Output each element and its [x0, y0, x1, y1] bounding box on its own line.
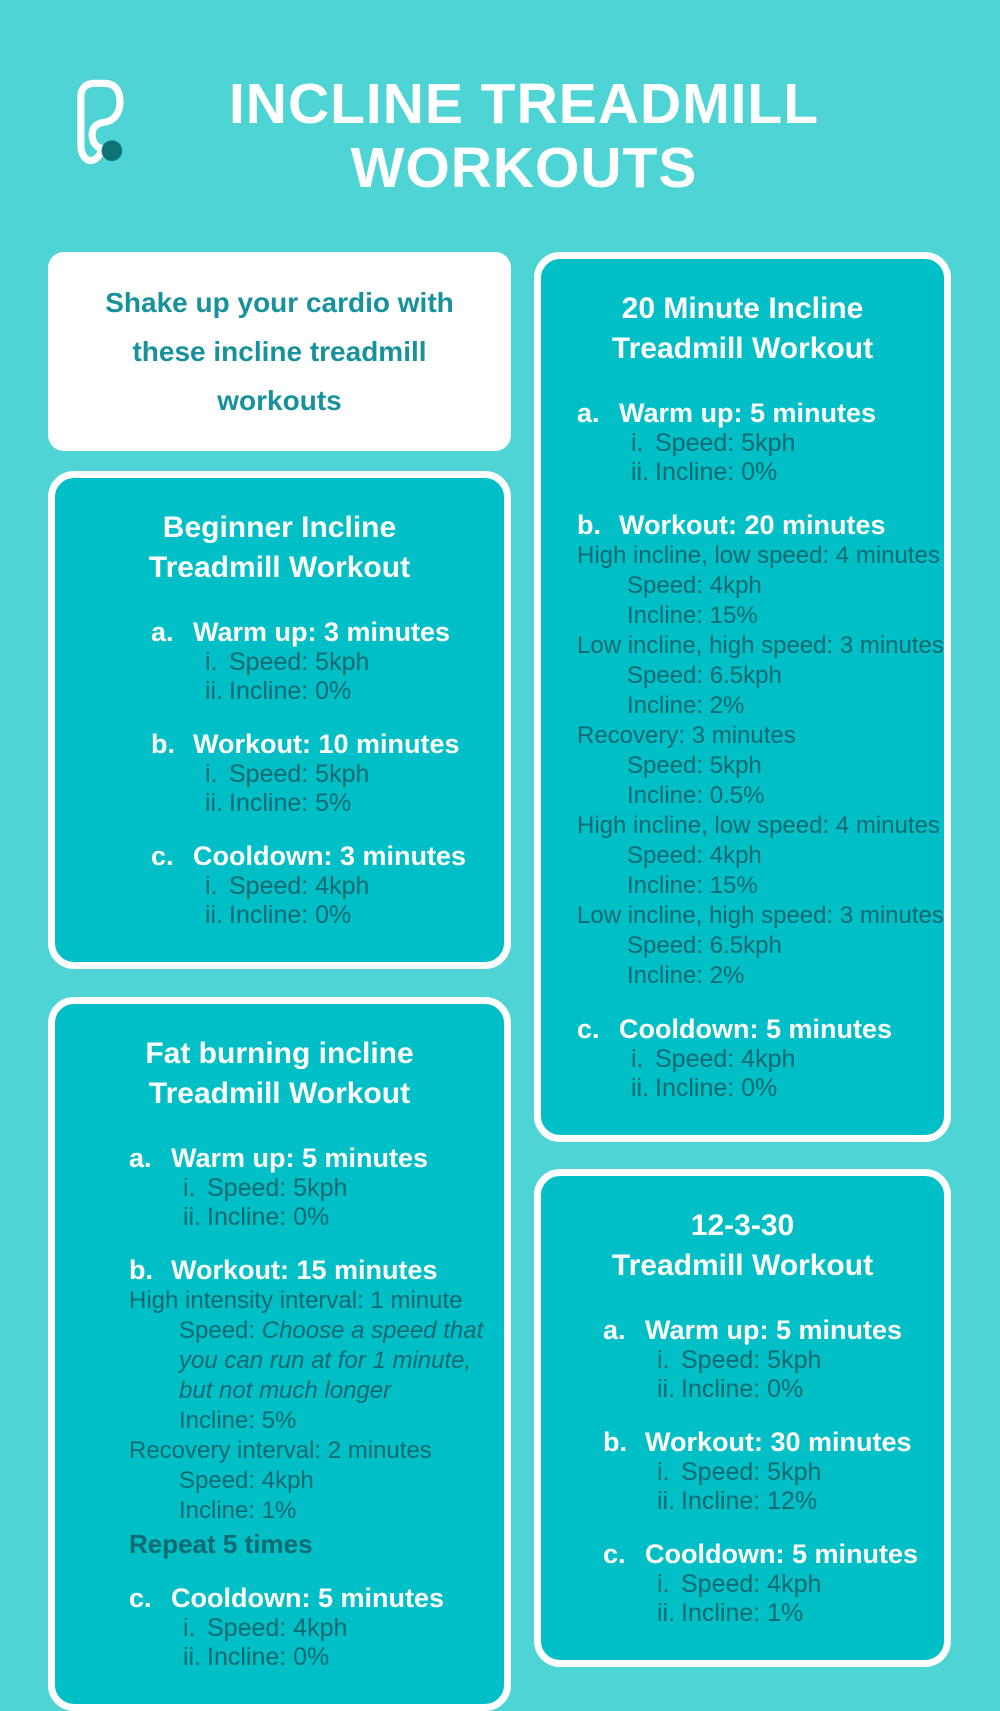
- step-letter: a.: [577, 398, 600, 428]
- step-detail-text: Incline: 0%: [207, 1643, 330, 1671]
- card-title-line: 12-3-30: [690, 1209, 795, 1242]
- step-text: Cooldown: 5 minutes: [645, 1539, 918, 1569]
- interval-detail: Speed: 5kph: [627, 752, 762, 779]
- step-detail: [151, 789, 488, 818]
- step-detail: [577, 1074, 928, 1103]
- roman-numeral: i.: [631, 1045, 644, 1073]
- workout-step: [129, 1582, 488, 1672]
- interval-detail-label: Speed:: [179, 1317, 262, 1344]
- step-detail-text: Speed: 4kph: [655, 1045, 796, 1073]
- step-text: Warm up: 5 minutes: [619, 398, 877, 428]
- step-heading: [151, 728, 488, 760]
- logo-svg: [76, 78, 126, 168]
- interval-detail: Speed: 6.5kph: [627, 932, 782, 959]
- workout-card-20-minute: [534, 252, 951, 1142]
- step-letter: a.: [603, 1315, 626, 1345]
- workout-step: [129, 1142, 488, 1232]
- step-text: Workout: 20 minutes: [619, 510, 886, 540]
- roman-numeral: i.: [657, 1570, 670, 1598]
- step-detail-text: Incline: 0%: [655, 458, 778, 486]
- workout-card-fat-burning: [48, 997, 511, 1711]
- step-detail: [129, 1614, 488, 1643]
- roman-numeral: i.: [183, 1174, 196, 1202]
- roman-numeral: ii.: [631, 458, 650, 486]
- step-heading: [151, 840, 488, 872]
- interval-block: [577, 901, 944, 991]
- roman-numeral: ii.: [657, 1375, 676, 1403]
- step-text: Warm up: 3 minutes: [193, 617, 451, 647]
- step-detail-text: Incline: 0%: [655, 1074, 778, 1102]
- interval-block: [129, 1436, 488, 1526]
- workout-step: [577, 397, 928, 487]
- interval-detail: Incline: 2%: [627, 692, 745, 719]
- workout-card-beginner: [48, 471, 511, 969]
- card-title-line: Treadmill Workout: [611, 332, 874, 365]
- step-heading: [603, 1538, 928, 1570]
- step-text: Workout: 15 minutes: [171, 1255, 438, 1285]
- workout-step: [603, 1314, 928, 1404]
- step-detail: [151, 760, 488, 789]
- roman-numeral: i.: [205, 872, 218, 900]
- roman-numeral: i.: [631, 429, 644, 457]
- step-letter: b.: [151, 729, 175, 759]
- step-detail-text: Incline: 0%: [229, 677, 352, 705]
- step-letter: a.: [151, 617, 174, 647]
- interval-heading: High incline, low speed: 4 minutes: [577, 812, 940, 839]
- workout-step: [577, 1013, 928, 1103]
- roman-numeral: ii.: [205, 901, 224, 929]
- workout-step: [603, 1426, 928, 1516]
- step-detail: [577, 458, 928, 487]
- roman-numeral: ii.: [631, 1074, 650, 1102]
- step-heading: [151, 616, 488, 648]
- step-detail: [151, 648, 488, 677]
- card-title: [65, 1034, 494, 1114]
- card-title-line: Fat burning incline: [145, 1037, 414, 1070]
- step-heading: [129, 1254, 488, 1286]
- intro-card: [48, 252, 511, 451]
- step-heading: [603, 1426, 928, 1458]
- interval-detail: Incline: 15%: [627, 872, 758, 899]
- step-detail: [151, 677, 488, 706]
- workout-step: [603, 1538, 928, 1628]
- page-title: [126, 72, 942, 200]
- interval-heading: High intensity interval: 1 minute: [129, 1287, 463, 1314]
- interval-detail: Speed: 6.5kph: [627, 662, 782, 689]
- card-blocks: [551, 397, 944, 1103]
- interval-heading: Recovery: 3 minutes: [577, 722, 796, 749]
- step-letter: c.: [129, 1583, 152, 1613]
- step-text: Warm up: 5 minutes: [645, 1315, 903, 1345]
- workout-card-12-3-30: [534, 1169, 951, 1667]
- interval-block: [577, 541, 940, 631]
- intro-text: Shake up your cardio with these incline treadmill workouts: [105, 287, 454, 416]
- workout-step: [151, 840, 488, 930]
- interval-detail: Incline: 5%: [179, 1407, 297, 1434]
- step-detail: [577, 1045, 928, 1074]
- interval-block: [577, 721, 928, 811]
- step-detail-text: Incline: 1%: [681, 1599, 804, 1627]
- roman-numeral: ii.: [657, 1599, 676, 1627]
- step-detail-text: Incline: 0%: [681, 1375, 804, 1403]
- workout-step: [151, 728, 488, 818]
- step-detail: [603, 1458, 928, 1487]
- step-detail-text: Speed: 5kph: [229, 648, 370, 676]
- step-detail-text: Incline: 0%: [229, 901, 352, 929]
- roman-numeral: i.: [183, 1614, 196, 1642]
- step-letter: c.: [151, 841, 174, 871]
- right-column: [534, 252, 951, 1667]
- step-detail: [151, 901, 488, 930]
- interval-detail: Incline: 0.5%: [627, 782, 765, 809]
- step-detail: [151, 872, 488, 901]
- step-detail-text: Speed: 5kph: [207, 1174, 348, 1202]
- repeat-note: Repeat 5 times: [129, 1529, 313, 1559]
- step-detail: [603, 1599, 928, 1628]
- puregym-p-logo-icon: [76, 78, 126, 173]
- note-block: [129, 1528, 488, 1560]
- step-detail-text: Speed: 4kph: [681, 1570, 822, 1598]
- interval-detail: Speed: 4kph: [627, 842, 762, 869]
- card-title-line: Beginner Incline: [162, 511, 397, 544]
- interval-detail: [129, 1316, 488, 1406]
- step-letter: b.: [603, 1427, 627, 1457]
- interval-block: [577, 631, 944, 721]
- page-title-line1: INCLINE TREADMILL: [228, 72, 820, 136]
- step-letter: c.: [603, 1539, 626, 1569]
- step-text: Warm up: 5 minutes: [171, 1143, 429, 1173]
- card-title: [551, 1206, 934, 1286]
- roman-numeral: i.: [657, 1458, 670, 1486]
- roman-numeral: i.: [205, 648, 218, 676]
- interval-block: [577, 811, 940, 901]
- step-detail: [603, 1346, 928, 1375]
- interval-detail-italic: Choose a speed that you can run at for 1 minute, but not much longer: [179, 1317, 484, 1404]
- card-title-line: Treadmill Workout: [148, 1077, 411, 1110]
- step-letter: b.: [577, 510, 601, 540]
- card-title-line: 20 Minute Incline: [621, 292, 864, 325]
- interval-heading: Recovery interval: 2 minutes: [129, 1437, 432, 1464]
- interval-detail: Incline: 1%: [179, 1497, 297, 1524]
- page-title-line2: WORKOUTS: [350, 136, 698, 200]
- step-letter: b.: [129, 1255, 153, 1285]
- step-detail: [129, 1203, 488, 1232]
- step-detail: [603, 1487, 928, 1516]
- step-detail: [129, 1174, 488, 1203]
- interval-detail: Speed: 4kph: [627, 572, 762, 599]
- interval-detail: Incline: 15%: [627, 602, 758, 629]
- workout-step: [129, 1254, 488, 1286]
- step-detail-text: Incline: 12%: [681, 1487, 818, 1515]
- card-title-line: Treadmill Workout: [611, 1249, 874, 1282]
- roman-numeral: ii.: [657, 1487, 676, 1515]
- interval-heading: Low incline, high speed: 3 minutes: [577, 632, 944, 659]
- interval-block: [129, 1286, 488, 1436]
- roman-numeral: ii.: [205, 789, 224, 817]
- step-detail-text: Speed: 5kph: [681, 1458, 822, 1486]
- step-text: Cooldown: 5 minutes: [619, 1014, 892, 1044]
- card-title: [65, 508, 494, 588]
- interval-heading: Low incline, high speed: 3 minutes: [577, 902, 944, 929]
- step-detail-text: Speed: 4kph: [229, 872, 370, 900]
- step-text: Cooldown: 3 minutes: [193, 841, 466, 871]
- step-detail-text: Incline: 5%: [229, 789, 352, 817]
- card-blocks: [551, 1314, 934, 1628]
- step-heading: [603, 1314, 928, 1346]
- step-text: Cooldown: 5 minutes: [171, 1583, 444, 1613]
- roman-numeral: ii.: [205, 677, 224, 705]
- card-title-line: Treadmill Workout: [148, 551, 411, 584]
- interval-detail: Incline: 2%: [627, 962, 745, 989]
- step-heading: [577, 397, 928, 429]
- step-heading: [577, 509, 928, 541]
- step-heading: [577, 1013, 928, 1045]
- workout-step: [151, 616, 488, 706]
- roman-numeral: ii.: [183, 1643, 202, 1671]
- roman-numeral: i.: [657, 1346, 670, 1374]
- step-detail: [603, 1570, 928, 1599]
- workout-step: [577, 509, 928, 541]
- step-heading: [129, 1582, 488, 1614]
- step-detail-text: Incline: 0%: [207, 1203, 330, 1231]
- step-detail-text: Speed: 5kph: [655, 429, 796, 457]
- step-text: Workout: 30 minutes: [645, 1427, 912, 1457]
- card-blocks: [65, 616, 494, 930]
- step-detail: [577, 429, 928, 458]
- step-detail-text: Speed: 5kph: [229, 760, 370, 788]
- interval-detail: Speed: 4kph: [179, 1467, 314, 1494]
- step-detail-text: Speed: 5kph: [681, 1346, 822, 1374]
- step-detail: [603, 1375, 928, 1404]
- step-heading: [129, 1142, 488, 1174]
- content-columns: [48, 252, 952, 1711]
- step-text: Workout: 10 minutes: [193, 729, 460, 759]
- left-column: [48, 252, 511, 1711]
- header: [48, 0, 952, 200]
- step-detail-text: Speed: 4kph: [207, 1614, 348, 1642]
- interval-heading: High incline, low speed: 4 minutes: [577, 542, 940, 569]
- step-letter: c.: [577, 1014, 600, 1044]
- roman-numeral: i.: [205, 760, 218, 788]
- step-letter: a.: [129, 1143, 152, 1173]
- roman-numeral: ii.: [183, 1203, 202, 1231]
- card-blocks: [65, 1142, 494, 1672]
- card-title: [551, 289, 934, 369]
- step-detail: [129, 1643, 488, 1672]
